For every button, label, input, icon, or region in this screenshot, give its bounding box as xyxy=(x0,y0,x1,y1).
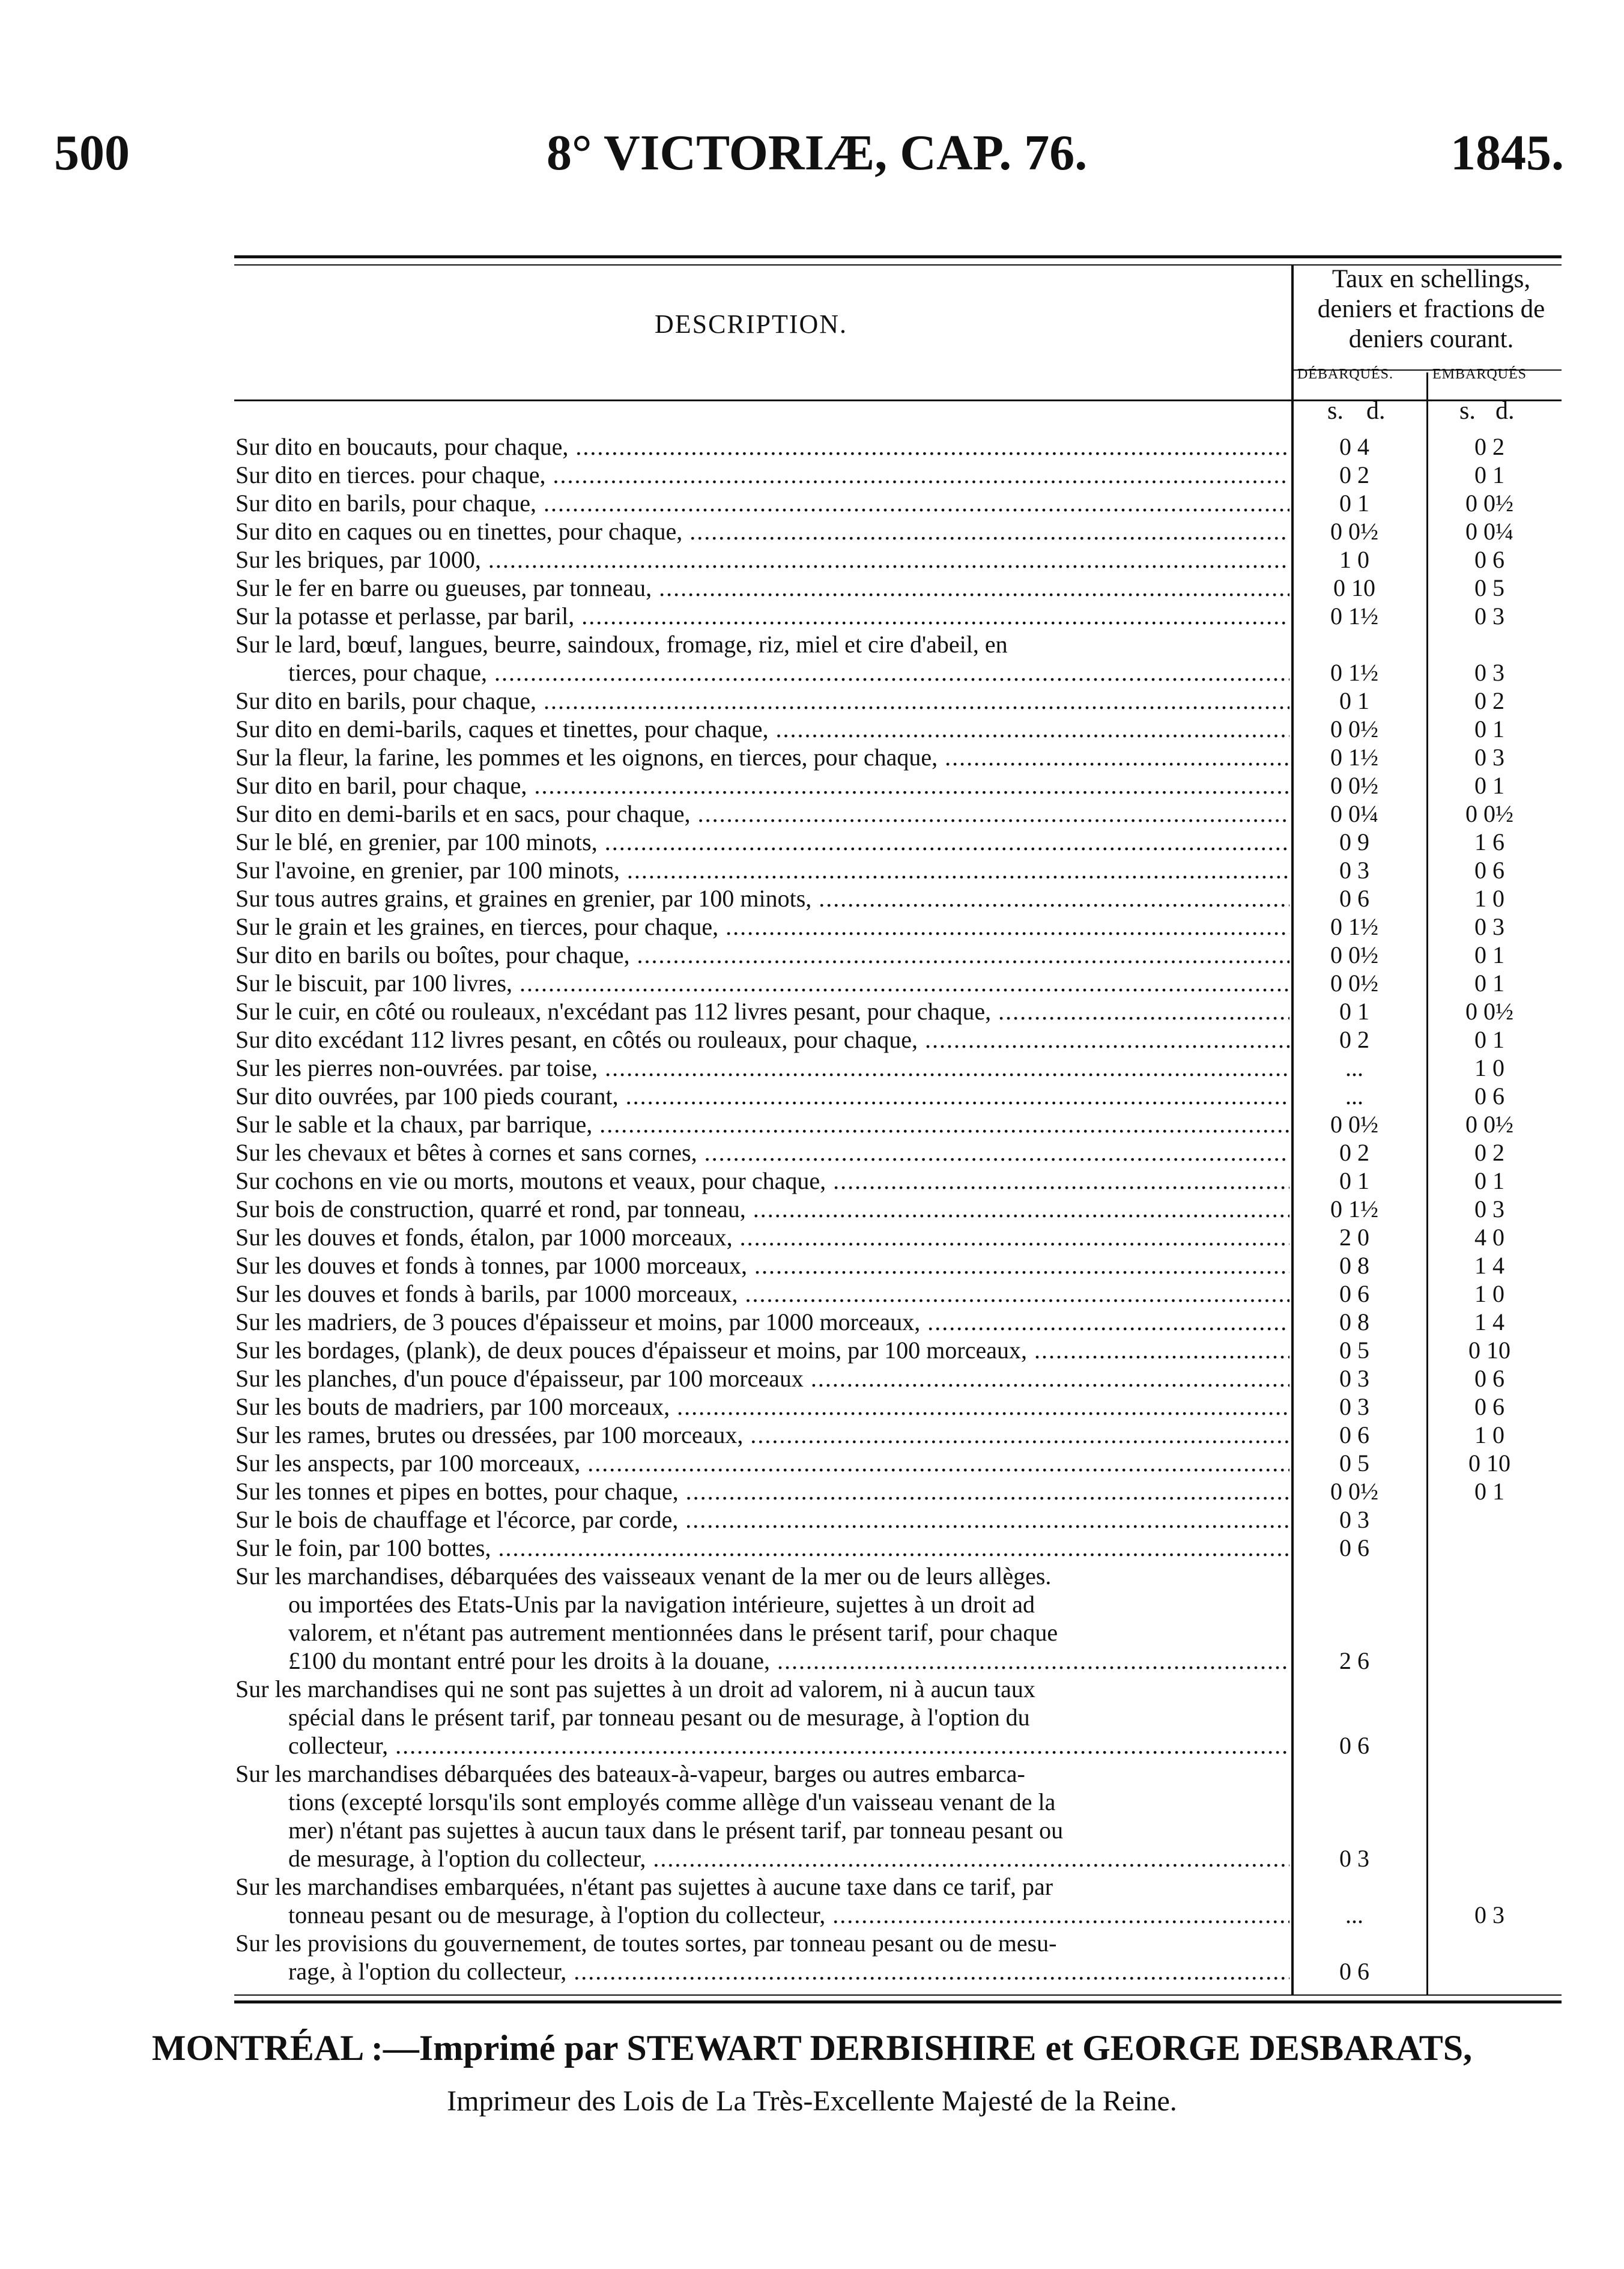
row-description: tions (excepté lorsqu'ils sont employés comme allège d'un vaisseau venant de la xyxy=(288,1788,1056,1815)
row-description: Sur le blé, en grenier, par 100 minots, ..... xyxy=(235,828,1289,856)
rate-landed: 0 6 xyxy=(1339,1732,1369,1759)
bottom-rule-thin xyxy=(234,1994,1562,1996)
rate-landed: 0 2 xyxy=(1339,1026,1369,1053)
row-description: collecteur, ..... xyxy=(288,1731,1289,1760)
rate-landed: 0 1½ xyxy=(1330,1195,1378,1223)
rate-landed: 0 6 xyxy=(1339,1958,1369,1985)
rate-shipped: 0 0¼ xyxy=(1465,518,1513,545)
rate-shipped xyxy=(1453,1647,1526,1675)
row-description: Sur le biscuit, par 100 livres, ..... xyxy=(235,969,1289,997)
row-description: Sur dito en barils, pour chaque, ..... xyxy=(235,489,1289,517)
rate-landed: 0 0½ xyxy=(1330,715,1378,743)
row-description: Sur les briques, par 1000, ..... xyxy=(235,545,1289,574)
rate-shipped: 0 1 xyxy=(1474,941,1504,968)
row-description: de mesurage, à l'option du collecteur, ..... xyxy=(288,1844,1289,1873)
rate-shipped: 0 1 xyxy=(1474,1478,1504,1505)
rate-landed: 0 1½ xyxy=(1330,659,1378,686)
row-description: Sur les anspects, par 100 morceaux, ..... xyxy=(235,1449,1289,1477)
rate-shipped xyxy=(1453,1844,1526,1873)
row-description: Sur les douves et fonds à barils, par 1000 morceaux, ..... xyxy=(235,1280,1289,1308)
rate-landed: 0 6 xyxy=(1339,885,1369,912)
rate-landed: 0 10 xyxy=(1333,574,1375,601)
row-description: Sur le sable et la chaux, par barrique, ..... xyxy=(235,1110,1289,1138)
unit-s-landed: s. xyxy=(1327,397,1344,425)
rate-shipped: 0 3 xyxy=(1474,744,1504,771)
rate-landed: 0 1 xyxy=(1339,998,1369,1025)
rate-shipped: 0 3 xyxy=(1474,1195,1504,1223)
rate-landed: 0 1 xyxy=(1339,1167,1369,1194)
row-description: Sur dito en baril, pour chaque, ..... xyxy=(235,771,1289,800)
rate-shipped: 0 6 xyxy=(1474,1393,1504,1420)
rate-landed: ... xyxy=(1345,1083,1363,1110)
rate-shipped: 0 10 xyxy=(1468,1450,1510,1477)
row-description: Sur l'avoine, en grenier, par 100 minots, ..... xyxy=(235,856,1289,884)
rate-landed: 0 6 xyxy=(1339,1421,1369,1448)
rate-shipped: 0 0½ xyxy=(1465,800,1513,827)
row-description: tierces, pour chaque, ..... xyxy=(288,658,1289,687)
rate-shipped: 4 0 xyxy=(1474,1224,1504,1251)
row-description: spécial dans le présent tarif, par tonneau pesant ou de mesurage, à l'option du xyxy=(288,1704,1030,1731)
rate-shipped: 1 0 xyxy=(1474,1280,1504,1307)
rate-landed: 2 0 xyxy=(1339,1224,1369,1251)
rate-landed: 0 6 xyxy=(1339,1280,1369,1307)
subheader-landed: DÉBARQUÉS. xyxy=(1297,366,1394,382)
row-description: Sur les marchandises qui ne sont pas sujettes à un droit ad valorem, ni à aucun taux xyxy=(235,1675,1035,1703)
rate-shipped: 1 0 xyxy=(1474,1421,1504,1448)
rate-landed: 0 9 xyxy=(1339,828,1369,855)
rate-landed: 0 4 xyxy=(1339,433,1369,460)
unit-d-shipped: d. xyxy=(1495,397,1515,425)
row-description: Sur dito ouvrées, par 100 pieds courant, ..... xyxy=(235,1082,1289,1110)
rate-shipped: 0 1 xyxy=(1474,1026,1504,1053)
rate-landed: 0 0½ xyxy=(1330,1111,1378,1138)
rate-landed: 0 1 xyxy=(1339,687,1369,714)
row-description: Sur dito en tierces. pour chaque, ..... xyxy=(235,461,1289,489)
rate-landed: ... xyxy=(1345,1901,1363,1928)
rate-shipped: 0 2 xyxy=(1474,1139,1504,1166)
footer-printer-subline: Imprimeur des Lois de La Très-Excellente Majesté de la Reine. xyxy=(447,2085,1177,2117)
row-description: Sur le cuir, en côté ou rouleaux, n'excédant pas 112 livres pesant, pour chaque, ..... xyxy=(235,997,1289,1025)
page-number: 500 xyxy=(54,125,130,181)
rate-shipped: 0 10 xyxy=(1468,1337,1510,1364)
row-description: Sur les douves et fonds à tonnes, par 1000 morceaux, ..... xyxy=(235,1251,1289,1280)
header-bottom-rule xyxy=(234,399,1562,401)
row-description: Sur les madriers, de 3 pouces d'épaisseur et moins, par 1000 morceaux, ..... xyxy=(235,1308,1289,1336)
row-description: Sur les chevaux et bêtes à cornes et sans cornes, ..... xyxy=(235,1138,1289,1167)
rate-landed: 0 3 xyxy=(1339,1365,1369,1392)
rate-shipped: 1 6 xyxy=(1474,828,1504,855)
rate-landed: 0 3 xyxy=(1339,1393,1369,1420)
rate-shipped: 0 3 xyxy=(1474,913,1504,940)
rate-shipped: 0 6 xyxy=(1474,1365,1504,1392)
rate-shipped: 0 0½ xyxy=(1465,490,1513,517)
rate-landed: 0 6 xyxy=(1339,1534,1369,1561)
rate-landed: 0 0½ xyxy=(1330,941,1378,968)
rate-landed: 2 6 xyxy=(1339,1647,1369,1674)
row-description: Sur tous autres grains, et graines en grenier, par 100 minots, ..... xyxy=(235,884,1289,913)
row-description: Sur le foin, par 100 bottes, ..... xyxy=(235,1534,1289,1562)
row-description: Sur les marchandises embarquées, n'étant pas sujettes à aucune taxe dans ce tarif, par xyxy=(235,1873,1053,1900)
row-description: Sur dito en barils, pour chaque, ..... xyxy=(235,687,1289,715)
row-description: Sur la potasse et perlasse, par baril, ..... xyxy=(235,602,1289,630)
rate-shipped xyxy=(1453,1505,1526,1534)
row-description: Sur les bordages, (plank), de deux pouces d'épaisseur et moins, par 100 morceaux, ..... xyxy=(235,1336,1289,1364)
row-description: Sur dito en caques ou en tinettes, pour chaque, ..... xyxy=(235,517,1289,545)
rate-landed: 0 1½ xyxy=(1330,744,1378,771)
row-description: valorem, et n'étant pas autrement mentionnées dans le présent tarif, pour chaque xyxy=(288,1619,1058,1646)
rate-landed: 0 1 xyxy=(1339,490,1369,517)
unit-d-landed: d. xyxy=(1366,397,1386,425)
row-description: Sur dito excédant 112 livres pesant, en côtés ou rouleaux, pour chaque, ..... xyxy=(235,1025,1289,1054)
column-divider-description xyxy=(1291,264,1294,1994)
row-description: Sur les douves et fonds, étalon, par 1000 morceaux, ..... xyxy=(235,1223,1289,1251)
rate-landed: 1 0 xyxy=(1339,546,1369,573)
row-description: Sur les marchandises débarquées des bateaux-à-vapeur, barges ou autres embarca- xyxy=(235,1760,1025,1787)
column-divider-rates xyxy=(1426,372,1428,1994)
rate-shipped xyxy=(1453,1957,1526,1985)
row-description: Sur le bois de chauffage et l'écorce, par corde, ..... xyxy=(235,1505,1289,1534)
rate-landed: 0 0½ xyxy=(1330,1478,1378,1505)
rate-shipped: 0 3 xyxy=(1474,603,1504,630)
rate-shipped: 0 0½ xyxy=(1465,998,1513,1025)
rate-landed: 0 3 xyxy=(1339,1506,1369,1533)
rate-shipped: 1 4 xyxy=(1474,1308,1504,1335)
footer-printer-line: MONTRÉAL :—Imprimé par STEWART DERBISHIRE et GEORGE DESBARATS, xyxy=(151,2028,1473,2068)
row-description: Sur bois de construction, quarré et rond, par tonneau, ..... xyxy=(235,1195,1289,1223)
rate-landed: 0 3 xyxy=(1339,857,1369,884)
rate-landed: 0 0½ xyxy=(1330,518,1378,545)
row-description: rage, à l'option du collecteur, ..... xyxy=(288,1957,1289,1985)
bottom-rule-thick xyxy=(234,2000,1562,2003)
row-description: ou importées des Etats-Unis par la navigation intérieure, sujettes à un droit ad xyxy=(288,1591,1035,1618)
rate-landed: 0 8 xyxy=(1339,1308,1369,1335)
rate-landed: 0 5 xyxy=(1339,1337,1369,1364)
unit-s-shipped: s. xyxy=(1459,397,1476,425)
row-description: Sur les rames, brutes ou dressées, par 100 morceaux, ..... xyxy=(235,1421,1289,1449)
rate-shipped: 1 4 xyxy=(1474,1252,1504,1279)
rate-shipped: 0 3 xyxy=(1474,659,1504,686)
rate-shipped: 0 6 xyxy=(1474,857,1504,884)
rate-shipped: 0 2 xyxy=(1474,433,1504,460)
rate-shipped: 0 1 xyxy=(1474,715,1504,743)
rate-shipped: 0 1 xyxy=(1474,772,1504,799)
row-description: Sur les provisions du gouvernement, de toutes sortes, par tonneau pesant ou de mesu- xyxy=(235,1930,1057,1957)
rate-landed: 0 5 xyxy=(1339,1450,1369,1477)
rate-header: Taux en schellings, deniers et fractions de deniers courant. xyxy=(1317,265,1545,353)
row-description: Sur les bouts de madriers, par 100 morceaux, ..... xyxy=(235,1393,1289,1421)
row-description: Sur dito en boucauts, pour chaque, ..... xyxy=(235,433,1289,461)
subheader-shipped: EMBARQUÉS xyxy=(1432,366,1527,382)
description-header: DESCRIPTION. xyxy=(655,309,848,339)
rate-shipped: 0 6 xyxy=(1474,546,1504,573)
rate-landed: 0 8 xyxy=(1339,1252,1369,1279)
rate-landed: 0 0½ xyxy=(1330,772,1378,799)
row-description: Sur les planches, d'un pouce d'épaisseur, par 100 morceaux ..... xyxy=(235,1364,1289,1393)
row-description: Sur dito en demi-barils, caques et tinettes, pour chaque, ..... xyxy=(235,715,1289,743)
year: 1845. xyxy=(1450,125,1564,181)
rate-shipped xyxy=(1453,1534,1526,1562)
rate-shipped: 1 0 xyxy=(1474,885,1504,912)
rate-shipped: 0 1 xyxy=(1474,461,1504,488)
top-rule-thick xyxy=(234,255,1562,258)
rate-shipped xyxy=(1453,1731,1526,1760)
rate-landed: 0 2 xyxy=(1339,461,1369,488)
rate-shipped: 0 6 xyxy=(1474,1083,1504,1110)
row-description: Sur le grain et les graines, en tierces, pour chaque, ..... xyxy=(235,913,1289,941)
row-description: Sur les tonnes et pipes en bottes, pour chaque, ..... xyxy=(235,1477,1289,1505)
rate-shipped: 0 1 xyxy=(1474,970,1504,997)
rate-shipped: 0 3 xyxy=(1474,1901,1504,1928)
row-description: Sur les marchandises, débarquées des vaisseaux venant de la mer ou de leurs allèges. xyxy=(235,1563,1052,1590)
rate-landed: 0 0¼ xyxy=(1330,800,1378,827)
row-description: Sur le fer en barre ou gueuses, par tonneau, ..... xyxy=(235,574,1289,602)
rate-landed: 0 1½ xyxy=(1330,913,1378,940)
row-description: tonneau pesant ou de mesurage, à l'option du collecteur, ..... xyxy=(288,1901,1289,1929)
rate-landed: ... xyxy=(1345,1054,1363,1081)
row-description: mer) n'étant pas sujettes à aucun taux dans le présent tarif, par tonneau pesant ou xyxy=(288,1817,1064,1844)
row-description: Sur les pierres non-ouvrées. par toise, ..... xyxy=(235,1054,1289,1082)
row-description: £100 du montant entré pour les droits à la douane, ..... xyxy=(288,1647,1289,1675)
rate-shipped: 0 5 xyxy=(1474,574,1504,601)
rate-landed: 0 1½ xyxy=(1330,603,1378,630)
row-description: Sur dito en barils ou boîtes, pour chaque, ..... xyxy=(235,941,1289,969)
row-description: Sur le lard, bœuf, langues, beurre, saindoux, fromage, riz, miel et cire d'abeil, en xyxy=(235,631,1008,658)
row-description: Sur la fleur, la farine, les pommes et les oignons, en tierces, pour chaque, ..... xyxy=(235,743,1289,771)
rate-shipped: 1 0 xyxy=(1474,1054,1504,1081)
running-title: 8° VICTORIÆ, CAP. 76. xyxy=(547,125,1088,181)
rate-shipped: 0 0½ xyxy=(1465,1111,1513,1138)
rate-shipped: 0 1 xyxy=(1474,1167,1504,1194)
row-description: Sur dito en demi-barils et en sacs, pour chaque, ..... xyxy=(235,800,1289,828)
rate-landed: 0 3 xyxy=(1339,1845,1369,1872)
row-description: Sur cochons en vie ou morts, moutons et veaux, pour chaque, ..... xyxy=(235,1167,1289,1195)
rate-shipped: 0 2 xyxy=(1474,687,1504,714)
rate-landed: 0 0½ xyxy=(1330,970,1378,997)
rate-landed: 0 2 xyxy=(1339,1139,1369,1166)
